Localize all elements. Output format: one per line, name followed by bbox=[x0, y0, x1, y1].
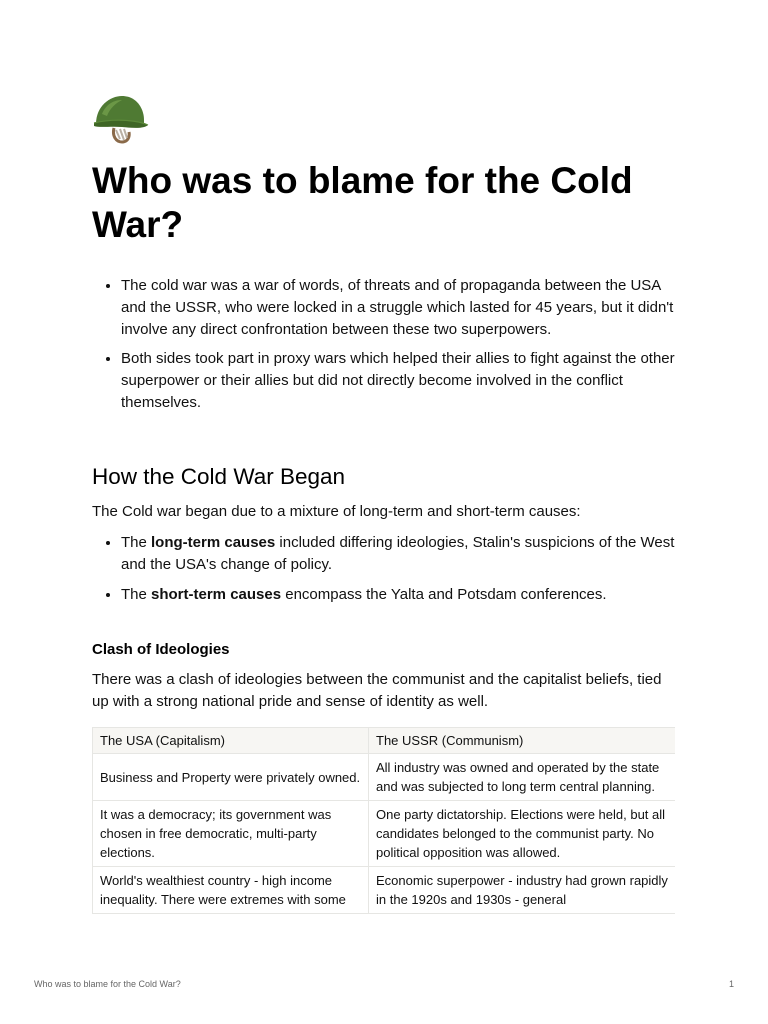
table-cell: Economic superpower - industry had grown rapidly in the 1920s and 1930s - general bbox=[369, 867, 676, 914]
table-row bbox=[93, 867, 676, 914]
table-header-cell: The USA (Capitalism) bbox=[93, 728, 369, 754]
clash-text: There was a clash of ideologies between the communist and the capitalist beliefs, tied up with a strong national pride and sense of identity as well. bbox=[92, 671, 662, 710]
ideology-table bbox=[92, 727, 675, 914]
table-cell: One party dictatorship. Elections were held, but all candidates belonged to the communist party. No political opposition was allowed. bbox=[369, 801, 676, 867]
table-cell: Business and Property were privately owned. bbox=[93, 754, 369, 801]
document-page bbox=[92, 92, 676, 939]
table-cell: World's wealthiest country - high income inequality. There were extremes with some bbox=[93, 867, 369, 914]
bold-term-long-term: long-term causes bbox=[151, 534, 276, 551]
section-heading-began: How the Cold War Began bbox=[92, 464, 346, 489]
table-row bbox=[93, 801, 676, 867]
ideology-table-container bbox=[92, 727, 675, 939]
page-footer bbox=[34, 978, 734, 990]
list-item: • Both sides took part in proxy wars which helped their allies to fight against the other superpower or their allies but did not directly become involved in the conflict themselves. bbox=[121, 348, 676, 414]
table-row bbox=[93, 754, 676, 801]
table-cell: It was a democracy; its government was chosen in free democratic, multi-party elections. bbox=[93, 801, 369, 867]
list-item bbox=[121, 584, 676, 606]
page-number: 1 bbox=[728, 979, 734, 989]
footer-doc-title: Who was to blame for the Cold War? bbox=[34, 979, 181, 989]
section-heading-clash: Clash of Ideologies bbox=[92, 641, 230, 658]
military-helmet-icon bbox=[92, 92, 150, 146]
bullet-prefix: The bbox=[121, 534, 152, 551]
bullet-rest: encompass the Yalta and Potsdam conferences. bbox=[281, 586, 607, 603]
list-item: • The cold war was a war of words, of threats and of propaganda between the USA and the USSR, who were locked in a struggle which lasted for 45 years, but it didn't involve any direct confrontation between these two superpowers. bbox=[121, 275, 676, 341]
page-title: Who was to blame for the Cold War? bbox=[92, 160, 633, 245]
causes-bullet-list bbox=[92, 532, 676, 606]
bullet-rest: included differing ideologies, Stalin's suspicions of the West and the USA's change of policy. bbox=[121, 534, 675, 573]
bold-term-short-term: short-term causes bbox=[151, 586, 282, 603]
causes-intro-text: The Cold war began due to a mixture of long-term and short-term causes: bbox=[92, 503, 581, 520]
table-header-cell: The USSR (Communism) bbox=[369, 728, 676, 754]
table-cutoff bbox=[92, 937, 675, 939]
bullet-prefix: The bbox=[121, 586, 152, 603]
intro-bullet-list bbox=[92, 275, 676, 414]
table-cell: All industry was owned and operated by the state and was subjected to long term central planning. bbox=[369, 754, 676, 801]
list-item bbox=[121, 532, 676, 576]
table-header-row bbox=[93, 728, 676, 754]
